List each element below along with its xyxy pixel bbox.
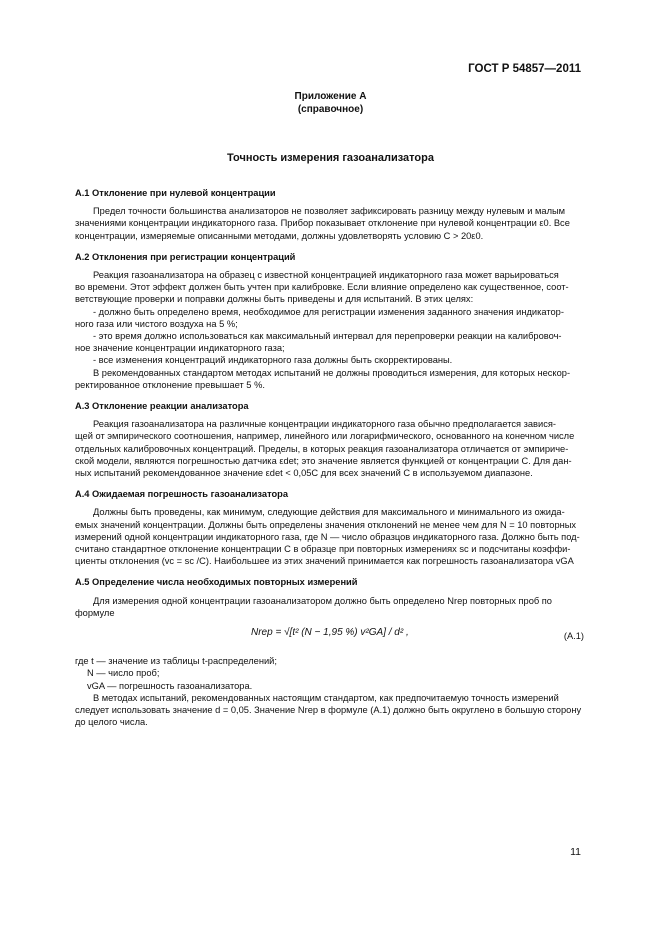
paragraph-line: ской модели, являются погрешностью датчика εdet; это значение является функцией от концентрации C. Для дан- — [75, 455, 572, 466]
paragraph-line: до целого числа. — [75, 717, 148, 728]
definition-line: где t — значение из таблицы t-распределений; — [75, 656, 277, 667]
paragraph-line: значениями концентрации индикаторного газа. Прибор показывает отклонение при нулевой концентрации ε0. Все — [75, 218, 570, 229]
annex-title: Приложение А — [294, 91, 367, 102]
standard-header: ГОСТ Р 54857—2011 — [468, 63, 581, 75]
section-a3 — [75, 400, 584, 479]
paragraph-line: ветствующие проверки и поправки должны быть приведены и для испытаний. В этих целях: — [75, 294, 474, 305]
section-heading: А.1 Отклонение при нулевой концентрации — [75, 188, 276, 198]
paragraph-line: В методах испытаний, рекомендованных настоящим стандартом, как предпочитаемую точность измерений — [93, 692, 559, 703]
paragraph-line: следует использовать значение d = 0,05. Значение Nrep в формуле (А.1) должно быть округлено в большую сторону — [75, 704, 582, 715]
definition-line: vGA — погрешность газоанализатора. — [87, 680, 253, 691]
paragraph-line: отдельных калибровочных концентраций. Пределы, в которых реакция газоанализатора отличается от эмпириче- — [75, 443, 569, 454]
formula-row — [75, 623, 584, 649]
section-heading: А.5 Определение числа необходимых повторных измерений — [75, 577, 358, 588]
section-a4 — [75, 488, 584, 567]
section-a1 — [75, 187, 584, 242]
annex-type: (справочное) — [297, 104, 364, 115]
paragraph-line: Должны быть проведены, как минимум, следующие действия для максимального и минимального из ожида- — [93, 507, 565, 518]
paragraph-line: циенты отклонения (vc = sc /C). Наибольшее из этих значений принимается как погрешность газоанализатора vGA — [75, 556, 574, 567]
paragraph-line: измерений одной концентрации индикаторного газа, где N — число образцов индикаторного газа. Должно быть под- — [75, 531, 580, 542]
paragraph-line: Реакция газоанализатора на различные концентрации индикаторного газа обычно предполагается завися- — [93, 419, 556, 430]
section-heading: А.3 Отклонение реакции анализатора — [75, 401, 249, 412]
section-heading: А.2 Отклонения при регистрации концентраций — [75, 251, 296, 262]
paragraph-line: щей от эмпирического соотношения, например, линейного или логарифмического, основанного на конечном числе — [75, 431, 575, 442]
document-title: Точность измерения газоанализатора — [227, 152, 434, 164]
page-number: 11 — [570, 846, 581, 858]
paragraph-line: Для измерения одной концентрации газоанализатором должно быть определено Nrep повторных проб по — [93, 595, 552, 606]
list-item-cont: ное значение концентрации индикаторного газа; — [75, 343, 285, 354]
paragraph-line: формуле — [75, 607, 115, 618]
list-item-cont: ного газа или чистого воздуха на 5 %; — [75, 318, 238, 329]
paragraph-line: ректированное отклонение превышает 5 %. — [75, 379, 265, 390]
section-a5 — [75, 576, 584, 728]
paragraph-line: во времени. Этот эффект должен быть учтен при калибровке. Если влияние определено как существенное, соот- — [75, 282, 569, 293]
paragraph-line: считано стандартное отклонение концентрации C в образце при повторных измерениях sc и подсчитаны коэффи- — [75, 544, 571, 555]
definition-line: N — число проб; — [87, 668, 160, 679]
list-item: - все изменения концентраций индикаторного газа должны быть скорректированы. — [93, 355, 453, 366]
section-heading: А.4 Ожидаемая погрешность газоанализатора — [75, 489, 289, 500]
list-item: - это время должно использоваться как максимальный интервал для перепроверки реакции на калибровоч- — [93, 331, 562, 342]
formula-a1: Nrep = √[t² (N − 1,95 %) v²GA] / d² , — [251, 627, 409, 639]
paragraph-line: В рекомендованных стандартом методах испытаний не должны проводиться измерения, для которых нескор- — [93, 367, 571, 378]
section-a2 — [75, 251, 584, 391]
paragraph-line: концентрации, измеряемые описанными методами, должны удовлетворять условию C > 20ε0. — [75, 230, 484, 241]
paragraph-line: Предел точности большинства анализаторов не позволяет зафиксировать разницу между нулевым и малым — [93, 206, 566, 217]
paragraph-line: емых значений концентрации. Должны быть определены значения отклонений не менее чем для N = 10 повторных — [75, 519, 577, 530]
list-item: - должно быть определено время, необходимое для регистрации изменения заданного значения индикатор- — [93, 306, 564, 317]
paragraph-line: ных испытаний рекомендованное значение εdet < 0,05C для всех значений C в используемом диапазоне. — [75, 468, 533, 479]
formula-number: (А.1) — [563, 631, 584, 642]
document-body — [75, 187, 584, 728]
paragraph-line: Реакция газоанализатора на образец с известной концентрацией индикаторного газа может варьироваться — [93, 270, 559, 281]
